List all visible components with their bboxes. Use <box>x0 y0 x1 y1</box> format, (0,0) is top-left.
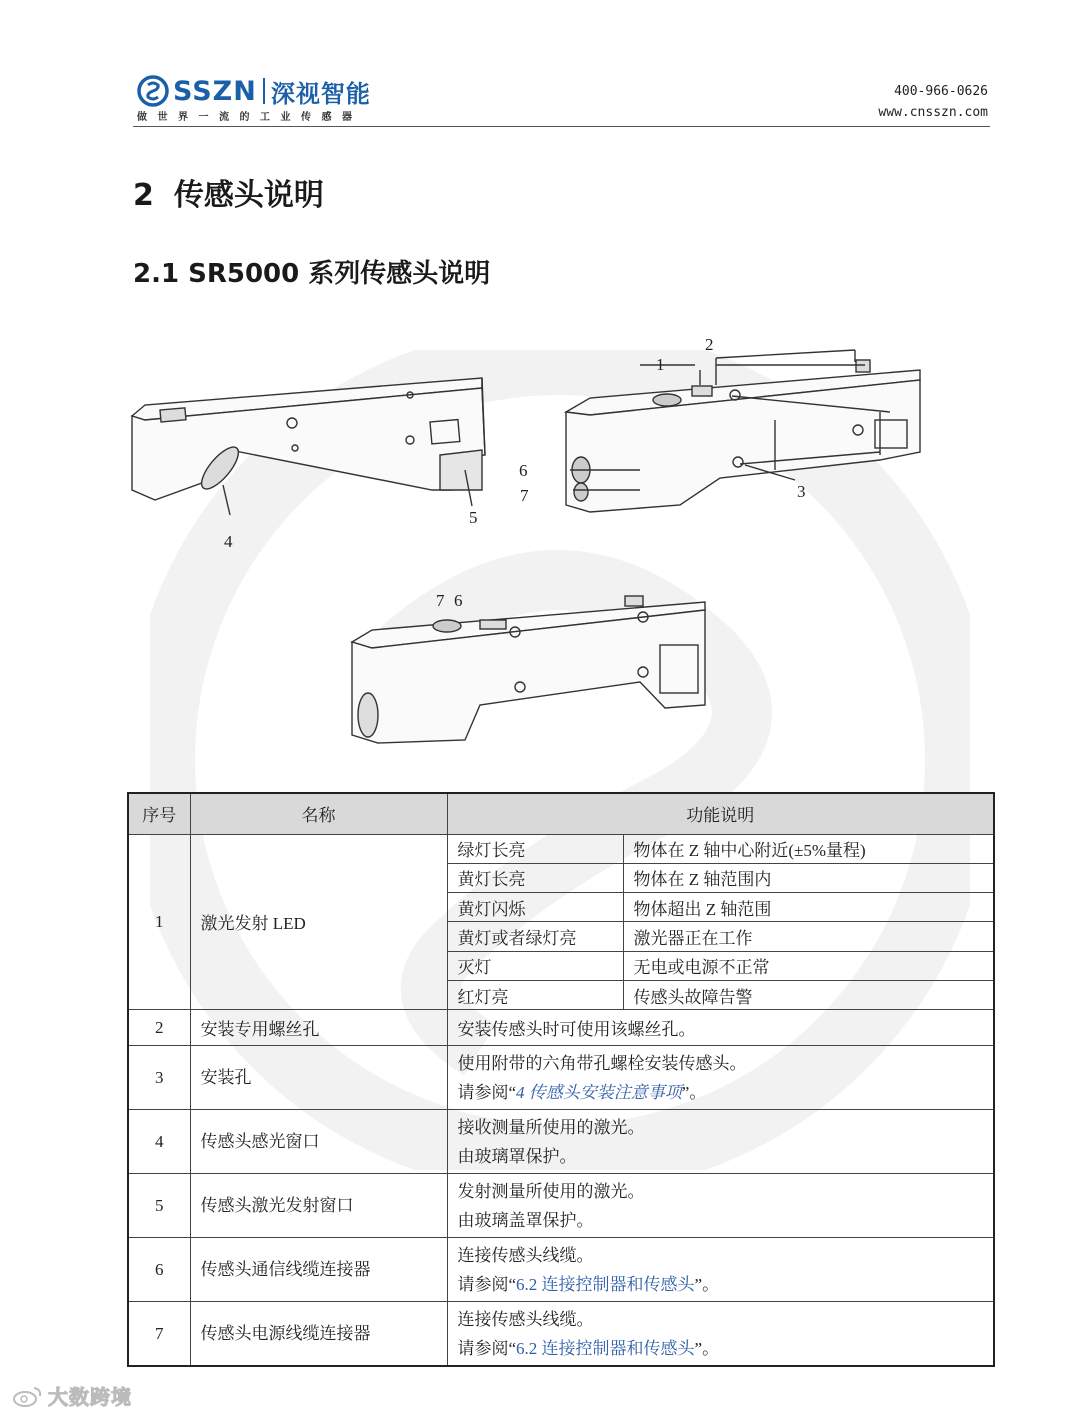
table-row <box>128 1174 994 1238</box>
led-state: 绿灯长亮 <box>447 834 623 863</box>
led-state: 黄灯或者绿灯亮 <box>447 922 623 951</box>
brand-name: SSZN <box>173 75 257 107</box>
callout-3: 3 <box>797 482 806 501</box>
row-name: 激光发射 LED <box>190 834 447 1010</box>
callout-1: 1 <box>656 355 665 374</box>
website: www.cnsszn.com <box>878 105 988 120</box>
sszn-logo-icon <box>137 75 169 107</box>
ref-link-installation-notes[interactable]: 4 传感头安装注意事项 <box>516 1082 682 1102</box>
row-name: 传感头感光窗口 <box>190 1110 447 1174</box>
row-no: 3 <box>128 1046 190 1110</box>
table-row <box>128 1110 994 1174</box>
slogan: 做世界一流的工业传感器 <box>137 112 363 123</box>
logo-divider <box>263 78 265 104</box>
phone-number: 400-966-0626 <box>894 84 988 99</box>
sensor-head-figure <box>120 330 960 760</box>
desc-ref-line <box>458 1078 984 1107</box>
desc-line: 接收测量所使用的激光。 <box>457 1117 645 1137</box>
ref-link-connect-controller[interactable]: 6.2 连接控制器和传感头 <box>516 1338 695 1358</box>
row-name: 安装专用螺丝孔 <box>190 1010 447 1046</box>
row-desc <box>447 1238 994 1302</box>
corner-watermark <box>12 1381 132 1410</box>
desc-line: 使用附带的六角带孔螺栓安装传感头。 <box>457 1053 747 1073</box>
led-state-desc: 物体超出 Z 轴范围 <box>623 893 994 922</box>
table-row <box>128 1010 994 1046</box>
ref-suffix: ”。 <box>694 1338 720 1358</box>
row-name: 传感头激光发射窗口 <box>190 1174 447 1238</box>
brand-logo <box>137 74 371 108</box>
page-header <box>133 72 990 127</box>
subsection-title: 2.1 SR5000 系列传感头说明 <box>133 259 491 289</box>
row-desc <box>447 1302 994 1366</box>
row-name: 安装孔 <box>190 1046 447 1110</box>
row-no: 4 <box>128 1110 190 1174</box>
callout-7: 7 <box>520 486 529 505</box>
ref-prefix: 请参阅“ <box>457 1082 517 1102</box>
weibo-icon <box>12 1384 44 1408</box>
brand-name-cn: 深视智能 <box>270 79 371 108</box>
led-state: 红灯亮 <box>447 980 623 1009</box>
sensor-function-table <box>127 792 995 1367</box>
ref-link-connect-controller[interactable]: 6.2 连接控制器和传感头 <box>516 1274 695 1294</box>
corner-watermark-text: 大数跨境 <box>48 1385 132 1409</box>
row-no: 7 <box>128 1302 190 1366</box>
callout-6: 6 <box>519 461 528 480</box>
table-row <box>128 1302 994 1366</box>
row-desc: 安装传感头时可使用该螺丝孔。 <box>447 1010 994 1046</box>
row-desc <box>447 1110 994 1174</box>
row-desc <box>447 1046 994 1110</box>
led-state-desc: 物体在 Z 轴中心附近(±5%量程) <box>623 834 994 863</box>
sensor-drawing-right <box>566 350 920 512</box>
callout-4: 4 <box>224 532 233 551</box>
table-row <box>128 1238 994 1302</box>
ref-prefix: 请参阅“ <box>457 1338 517 1358</box>
led-state-desc: 无电或电源不正常 <box>623 951 994 980</box>
led-state-desc: 物体在 Z 轴范围内 <box>623 863 994 892</box>
table-row <box>128 1046 994 1110</box>
row-no: 2 <box>128 1010 190 1046</box>
led-state-desc: 激光器正在工作 <box>623 922 994 951</box>
desc-line: 连接传感头线缆。 <box>457 1245 594 1265</box>
sensor-drawing-left <box>132 378 485 515</box>
led-state: 黄灯长亮 <box>447 863 623 892</box>
desc-line: 连接传感头线缆。 <box>457 1309 594 1329</box>
row-name: 传感头电源线缆连接器 <box>190 1302 447 1366</box>
header-function: 功能说明 <box>447 793 994 834</box>
callout-2: 2 <box>705 335 714 354</box>
callout-5: 5 <box>469 508 478 527</box>
desc-line: 由玻璃盖罩保护。 <box>457 1210 594 1230</box>
table-row <box>128 834 994 863</box>
section-title <box>133 170 324 214</box>
desc-ref-line <box>458 1270 984 1299</box>
row-desc <box>447 1174 994 1238</box>
row-name: 传感头通信线缆连接器 <box>190 1238 447 1302</box>
row-no: 1 <box>128 834 190 1010</box>
header-name: 名称 <box>190 793 447 834</box>
desc-ref-line <box>458 1334 984 1363</box>
led-state-desc: 传感头故障告警 <box>623 980 994 1009</box>
ref-suffix: ”。 <box>694 1274 720 1294</box>
ref-prefix: 请参阅“ <box>457 1274 517 1294</box>
header-no: 序号 <box>128 793 190 834</box>
callout-6-bottom: 6 <box>454 591 463 610</box>
desc-line: 发射测量所使用的激光。 <box>457 1181 645 1201</box>
desc-line: 由玻璃罩保护。 <box>457 1146 577 1166</box>
table-header-row <box>128 793 994 834</box>
row-no: 5 <box>128 1174 190 1238</box>
led-state: 黄灯闪烁 <box>447 893 623 922</box>
section-number: 2 <box>133 178 154 213</box>
ref-suffix: ”。 <box>681 1082 707 1102</box>
row-no: 6 <box>128 1238 190 1302</box>
section-title-text: 传感头说明 <box>173 178 324 213</box>
sensor-drawing-bottom <box>352 596 705 743</box>
callout-7-bottom: 7 <box>436 591 445 610</box>
led-state: 灭灯 <box>447 951 623 980</box>
